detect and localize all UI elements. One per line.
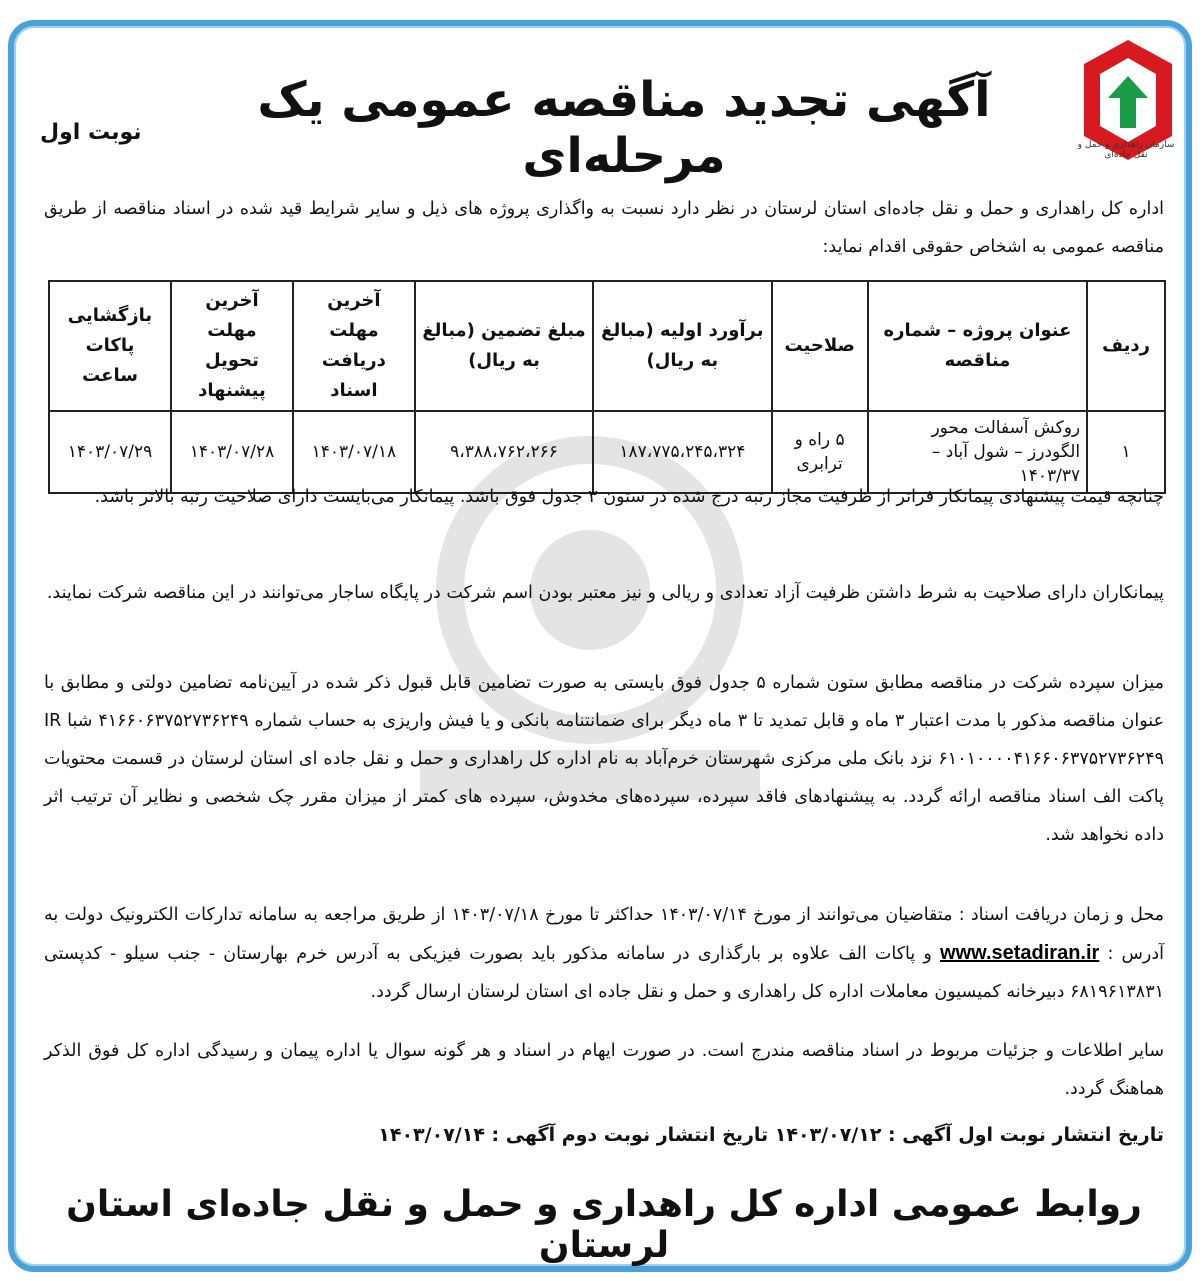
cell-doc-deadline: ۱۴۰۳/۰۷/۱۸ — [293, 411, 415, 493]
paragraph-documents-location — [44, 896, 1164, 1011]
header-submit-deadline: آخرین مهلت تحویل پیشنهاد — [171, 281, 293, 411]
header-row-number: ردیف — [1087, 281, 1165, 411]
publication-round: نوبت اول — [40, 120, 142, 145]
paragraph-deposit: میزان سپرده شرکت در مناقصه مطابق ستون شماره ۵ جدول فوق بایستی به صورت تضامین قابل قبول ذکر شده در آیین‌نامه تضامین دولتی و مطابق با عنوان مناقصه مذکور با مدت اعتبار ۳ ماه و قابل تمدید تا ۳ ماه دیگر برای ضمانتنامه بانکی و یا فیش واریزی به حساب شماره ۴۱۶۶۰۶۳۷۵۲۷۳۶۲۴۹ شبا IR ۶۱۰۱۰۰۰۰۴۱۶۶۰۶۳۷۵۲۷۳۶۲۴۹ نزد بانک ملی مرکزی شهرستان خرم‌آباد به نام اداره کل راهداری و حمل و نقل جاده ای استان لرستان در قسمت محتویات پاکت الف اسناد مناقصه ارائه گردد. به پیشنهادهای فاقد سپرده، سپرده‌های مخدوش، سپرده های کمتر از میزان مقرر چک شخصی و نظایر آن ترتیب اثر داده نخواهد شد. — [44, 673, 1165, 845]
cell-row-number: ۱ — [1087, 411, 1165, 493]
cell-submit-deadline: ۱۴۰۳/۰۷/۲۸ — [171, 411, 293, 493]
paragraph-other-info: سایر اطلاعات و جزئیات مربوط در اسناد مناقصه مندرج است. در صورت ایهام در اسناد و هر گونه سوال یا اداره پیمان و رسیدگی اداره کل فوق الذکر هماهنگ گردد. — [44, 1041, 1164, 1099]
intro-paragraph: اداره کل راهداری و حمل و نقل جاده‌ای استان لرستان در نظر دارد نسبت به واگذاری پروژه های ذیل و سایر شرایط قید شده در اسناد مناقصه از طریق مناقصه عمومی به اشخاص حقوقی اقدام نماید: — [44, 199, 1164, 257]
logo-caption: سازمان راهداری و حمل و نقل جاده‌ای — [1077, 140, 1175, 160]
header-estimate: برآورد اولیه (مبالغ به ریال) — [593, 281, 771, 411]
cell-project: روکش آسفالت محور الگودرز – شول آباد – ۱۴۰۳/۳۷ — [868, 411, 1087, 493]
paragraph-eligibility: پیمانکاران دارای صلاحیت به شرط داشتن ظرفیت آزاد تعدادی و ریالی و نیز معتبر بودن اسم شرکت در پایگاه ساجار می‌توانند در این مناقصه شرکت نمایند. — [46, 583, 1164, 603]
tender-table — [48, 280, 1166, 494]
header-guarantee: مبلغ تضمین (مبالغ به ریال) — [415, 281, 593, 411]
header-doc-deadline: آخرین مهلت دریافت اسناد — [293, 281, 415, 411]
header-project: عنوان پروژه – شماره مناقصه — [868, 281, 1087, 411]
header-opening: بازگشایی پاکات ساعت — [49, 281, 171, 411]
setadiran-link[interactable]: www.setadiran.ir — [940, 942, 1100, 964]
cell-guarantee: ۹،۳۸۸،۷۶۲،۲۶۶ — [415, 411, 593, 493]
publication-dates: تاریخ انتشار نوبت اول آگهی : ۱۴۰۳/۰۷/۱۲ تاریخ انتشار نوبت دوم آگهی : ۱۴۰۳/۰۷/۱۴ — [378, 1124, 1164, 1146]
cell-estimate: ۱۸۷،۷۷۵،۲۴۵،۳۲۴ — [593, 411, 771, 493]
paragraph-qualification-note: چنانچه قیمت پیشنهادی پیمانکار فراتر از ظرفیت مجاز رتبه درج شده در ستون ۳ جدول فوق باشد. پیمانکار می‌بایست دارای صلاحیت رتبه بالاتر باشد. — [94, 487, 1164, 507]
cell-qualification: ۵ راه و ترابری — [772, 411, 868, 493]
page-title: آگهی تجدید مناقصه عمومی یک مرحله‌ای — [257, 72, 991, 184]
header-qualification: صلاحیت — [772, 281, 868, 411]
documents-text-after-link: و پاکات الف علاوه بر بارگذاری در سامانه مذکور باید بصورت فیزیکی به آدرس خرم بهارستان - جنب سیلو - کدپستی ۶۸۱۹۶۱۳۸۳۱ دبیرخانه کمیسیون معاملات اداره کل راهداری و حمل و نقل جاده ای استان لرستان ارسال گردد. — [44, 944, 1164, 1002]
table-header-row — [49, 281, 1165, 411]
documents-text-before-link: محل و زمان دریافت اسناد : متقاضیان می‌توانند از مورخ ۱۴۰۳/۰۷/۱۴ حداکثر تا مورخ ۱۴۰۳/۰۷/۱۸ از طریق مراجعه به سامانه تدارکات الکترونیک دولت به آدرس : — [44, 905, 1165, 964]
footer-public-relations: روابط عمومی اداره کل راهداری و حمل و نقل جاده‌ای استان لرستان — [66, 1184, 1142, 1266]
cell-opening: ۱۴۰۳/۰۷/۲۹ — [49, 411, 171, 493]
